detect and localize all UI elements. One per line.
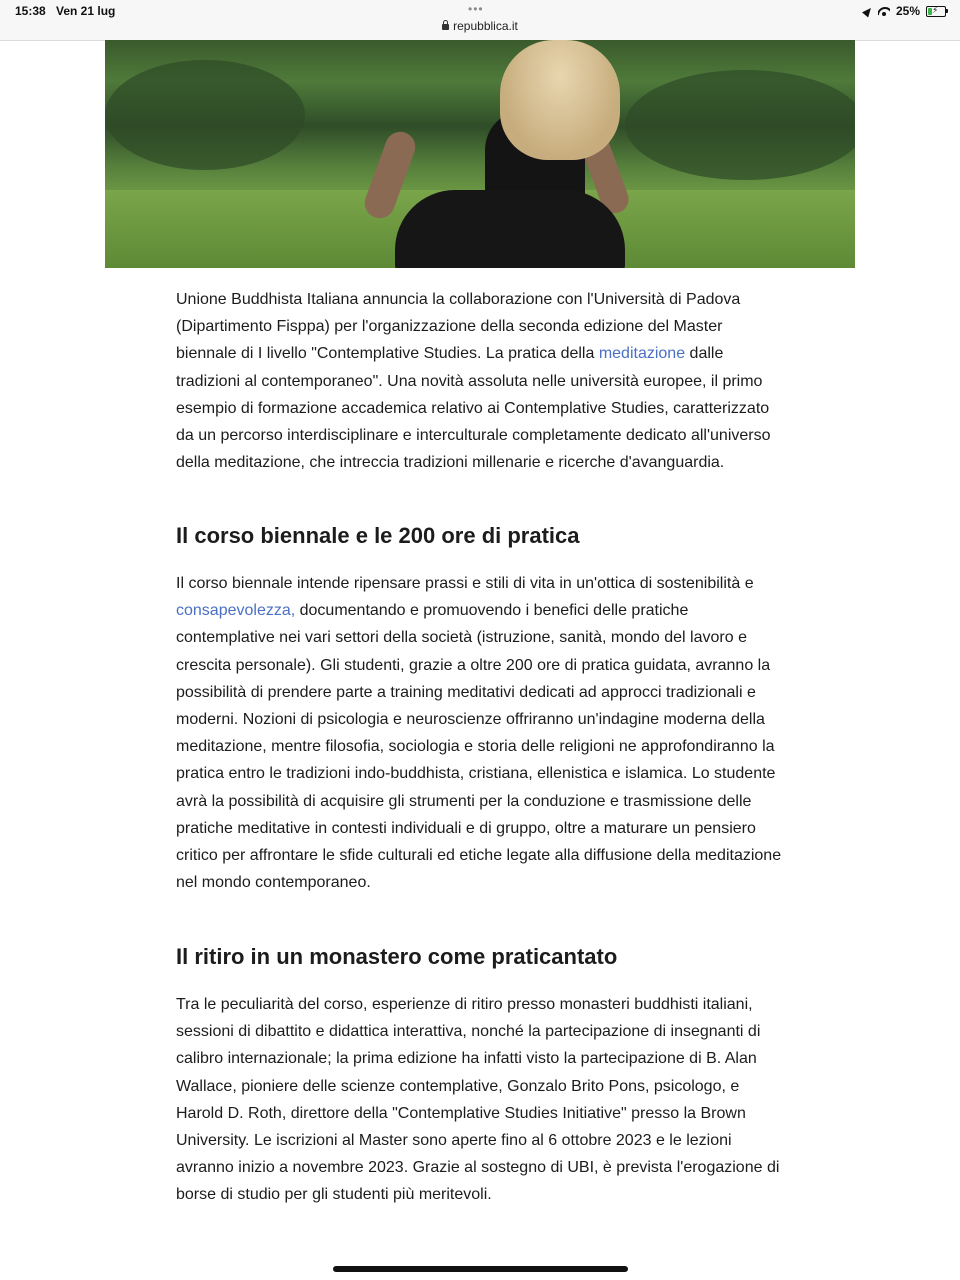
- article-hero-image: [105, 40, 855, 268]
- home-indicator[interactable]: [333, 1266, 628, 1272]
- location-icon: [862, 5, 874, 17]
- battery-icon: [926, 6, 946, 17]
- hero-figure-hair: [500, 40, 620, 160]
- hero-bush: [105, 60, 305, 170]
- wifi-icon: [878, 6, 890, 16]
- link-meditazione[interactable]: meditazione: [598, 345, 686, 363]
- status-date: Ven 21 lug: [56, 4, 116, 18]
- article-paragraph: Tra le peculiarità del corso, esperienze di ritiro presso monasteri buddhisti italiani, sessioni di dibattito e didattica interattiva, nonché la partecipazione di insegnanti di calibro internazionale; la prima edizione ha infatti visto la partecipazione di B. Alan Wallace, pioniere delle scienze contemplative, Gonzalo Brito Pons, psicologo, e Harold D. Roth, direttore della "Contemplative Studies Initiative" presso la Brown University. Le iscrizioni al Master sono aperte fino al 6 ottobre 2023 e le lezioni avranno inizio a novembre 2023. Grazie al sostegno di UBI, è prevista l'erogazione di borse di studio per gli studenti più meritevoli.: [176, 996, 780, 1204]
- battery-percent: 25%: [895, 4, 920, 18]
- status-bar: [0, 0, 960, 41]
- hero-figure-legs: [395, 190, 625, 268]
- status-indicators: [864, 4, 946, 18]
- hero-bush: [625, 70, 855, 180]
- paragraph-text: Il corso biennale intende ripensare prassi e stili di vita in un'ottica di sostenibilità e: [176, 575, 754, 592]
- paragraph-text: dalle tradizioni al contemporaneo". Una novità assoluta nelle università europee, il primo esempio di formazione accademica relativo ai Contemplative Studies, caratterizzato da un percorso interdisciplinare e interculturale completamente dedicato all'universo della meditazione, che intreccia tradizioni millenarie e ricerche d'avanguardia.: [176, 345, 771, 472]
- link-consapevolezza[interactable]: consapevolezza,: [176, 602, 296, 620]
- address-bar[interactable]: [0, 19, 960, 33]
- article-paragraph: [176, 570, 786, 896]
- url-text: repubblica.it: [453, 19, 518, 33]
- lock-icon: [442, 24, 449, 30]
- section-heading: Il corso biennale e le 200 ore di pratica: [176, 523, 580, 548]
- charging-bolt-icon: ⚡: [932, 4, 939, 15]
- section-heading: Il ritiro in un monastero come praticantato: [176, 944, 618, 969]
- status-time: 15:38: [15, 4, 46, 18]
- more-dots-icon[interactable]: •••: [468, 2, 484, 16]
- paragraph-text: documentando e promuovendo i benefici delle pratiche contemplative nei vari settori della società (istruzione, sanità, mondo del lavoro e crescita personale). Gli studenti, grazie a oltre 200 ore di pratica guidata, avranno la possibilità di prendere parte a training meditativi dedicati ad approcci tradizionali e moderni. Nozioni di psicologia e neuroscienze offriranno un'indagine moderna della meditazione, mentre filosofia, sociologia e storia delle religioni ne approfondiranno la pratica entro le tradizioni indo-buddhista, cristiana, ellenistica e islamica. Lo studente avrà la possibilità di acquisire gli strumenti per la conduzione e trasmissione delle pratiche meditative in contesti individuali e di gruppo, oltre a maturare un pensiero critico per affrontare le sfide culturali ed etiche legate alla diffusione della meditazione nel mondo contemporaneo.: [176, 602, 782, 892]
- article-paragraph: [176, 286, 786, 476]
- paragraph-text: Unione Buddhista Italiana annuncia la collaborazione con l'Università di Padova (Dipartimento Fisppa) per l'organizzazione della seconda edizione del Master biennale di I livello "Contemplative Studies. La pratica della: [176, 291, 741, 363]
